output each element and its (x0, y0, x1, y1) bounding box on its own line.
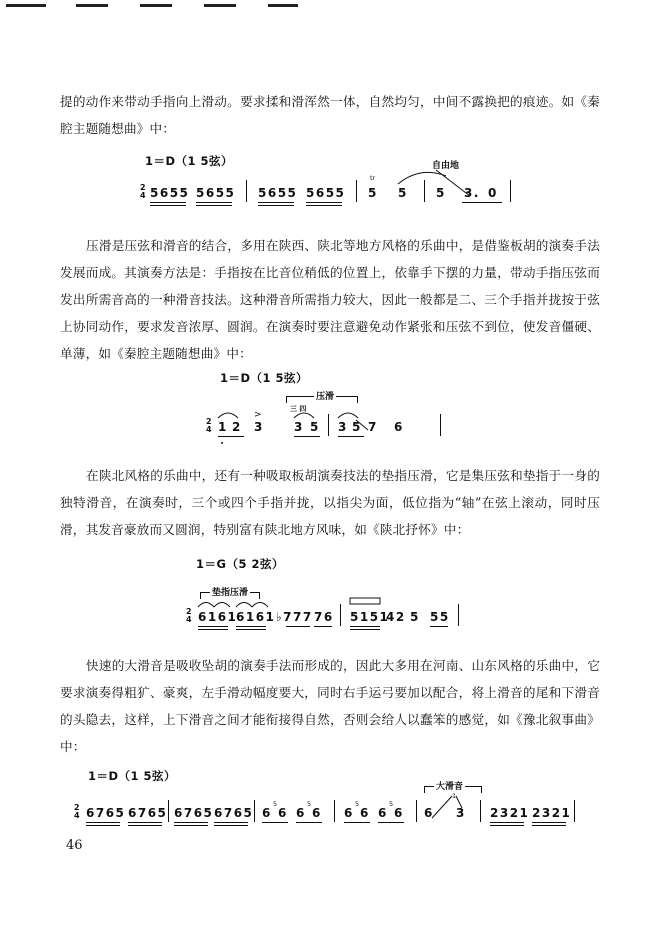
grace-note: 1 (452, 792, 457, 800)
meter: 2 4 (206, 417, 214, 434)
note: 6 (344, 806, 354, 820)
example-3-annotation: 垫指压滑 (210, 585, 250, 598)
meter: 2 4 (74, 803, 82, 820)
note-group: 2321 (490, 806, 530, 820)
note: 6 (360, 806, 370, 820)
note: 5 (436, 186, 446, 200)
grace-note: 5 (307, 800, 312, 808)
note: 7 (368, 420, 378, 434)
note: 6 (424, 806, 434, 820)
note-group: 6161 (236, 610, 276, 624)
example-3-key: 1＝G（5 2弦） (196, 557, 284, 571)
note: 6 (262, 806, 272, 820)
example-2-score: 2 4 1 2 3 > 3 5 3 5 7 6 (0, 420, 655, 440)
note: 0 (488, 186, 498, 200)
note: 5 (398, 186, 408, 200)
paragraph-4: 快速的大滑音是吸收坠胡的演奏手法而形成的，因此大多用在河南、山东风格的乐曲中，它要求演奏得粗犷、豪爽，左手滑动幅度要大，同时右手运弓要加以配合，将上滑音的尾和下滑音的头隐去，这样，上下滑音之间才能衔接得自然，否则会给人以蠢笨的感觉，如《豫北叙事曲》中： (60, 658, 600, 754)
note-group: 2321 (532, 806, 572, 820)
note: 3 (294, 420, 304, 434)
note-group: 5655 (306, 186, 346, 200)
note-group: 5655 (196, 186, 236, 200)
example-4-annotation: 大滑音 (434, 779, 465, 792)
trill-mark: tr (370, 174, 376, 182)
example-4-key: 1＝D（1 5弦） (88, 769, 177, 783)
note: 5 (352, 420, 362, 434)
example-1-annotation: 自由地 (432, 161, 460, 171)
note: 3 (254, 420, 264, 434)
note-group: ♭777 (276, 610, 313, 624)
grace-note: 5 (273, 800, 278, 808)
note-group: 5655 (150, 186, 190, 200)
note-group: 6161 (198, 610, 238, 624)
note: 3 (456, 806, 466, 820)
note-group: 42 (386, 610, 406, 624)
paragraph-3: 在陕北风格的乐曲中，还有一种吸取板胡演奏技法的垫指压滑，它是集压弦和垫指于一身的独特滑音，在演奏时，三个或四个手指并拢，以指尖为面，低位指为“轴”在弦上滚动，同时压滑，其发音豪放而又圆润，特别富有陕北地方风味，如《陕北抒怀》中： (60, 468, 600, 537)
note: 5 (410, 610, 420, 624)
note: 6 (378, 806, 388, 820)
note: 1 (218, 420, 228, 434)
meter: 2 4 (186, 607, 194, 624)
example-1-key: 1＝D（1 5弦） (145, 154, 234, 168)
grace-note: 5 (389, 800, 394, 808)
note-group: 6765 (86, 806, 126, 820)
paragraph-2: 压滑是压弦和滑音的结合，多用在陕西、陕北等地方风格的乐曲中，是借鉴板胡的演奏手法发展而成。其演奏方法是：手指按在比音位稍低的位置上，依靠手下摆的力量，带动手指压弦而发出所需音高的一种滑音技法。这种滑音所需指力较大，因此一般都是二、三个手指并拢按于弦上协同动作，要求发音浓厚、圆润。在演奏时要注意避免动作紧张和压弦不到位，使发音僵硬、单薄，如《秦腔主题随想曲》中： (60, 238, 600, 361)
note-group: 6765 (128, 806, 168, 820)
example-2-fingering: 三 四 (290, 405, 307, 413)
note: 5 (368, 186, 378, 200)
note-group: 6765 (214, 806, 254, 820)
note: 6 (312, 806, 322, 820)
note: 3. (464, 186, 480, 200)
example-2-key: 1＝D（1 5弦） (220, 371, 309, 385)
note: 2 (232, 420, 242, 434)
note-group: 5151 (350, 610, 390, 624)
page-number: 46 (66, 838, 83, 853)
note: 6 (296, 806, 306, 820)
example-2-annotation: 压滑 (314, 389, 336, 402)
note-group: 6765 (174, 806, 214, 820)
meter: 2 4 (140, 183, 148, 200)
note: 5 (310, 420, 320, 434)
paragraph-1: 提的动作来带动手指向上滑动。要求揉和滑浑然一体，自然均匀，中间不露换把的痕迹。如《秦腔主题随想曲》中： (60, 94, 600, 136)
note-group: 76 (314, 610, 334, 624)
note: 6 (394, 420, 404, 434)
note-group: 55 (430, 610, 450, 624)
note: 6 (394, 806, 404, 820)
note: 3 (338, 420, 348, 434)
grace-note: 5 (355, 800, 360, 808)
note-group: 5655 (258, 186, 298, 200)
note: 6 (278, 806, 288, 820)
